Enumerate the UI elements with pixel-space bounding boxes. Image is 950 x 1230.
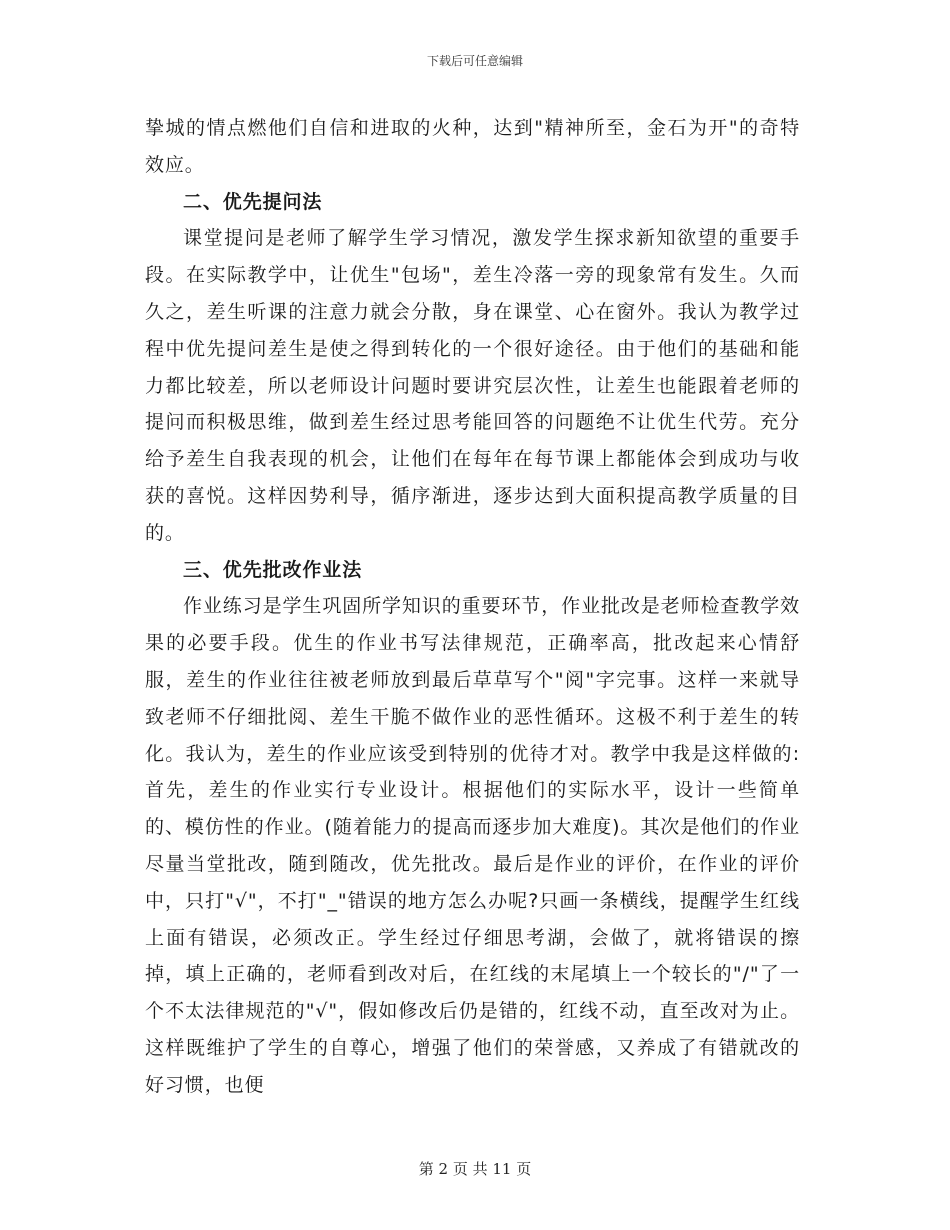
section-heading-homework: 三、优先批改作业法 — [183, 558, 363, 581]
page-header-note: 下载后可任意编辑 — [426, 54, 523, 68]
paragraph-questioning: 课堂提问是老师了解学生学习情况，激发学生探求新知欲望的重要手段。在实际教学中，让优生"包场"，差生冷落一旁的现象常有发生。久而久之，差生听课的注意力就会分散，身在课堂、心在窗外。我认为教学过程中优先提问差生是使之得到转化的一个很好途径。由于他们的基础和能力都比较差，所以老师设计问题时要讲究层次性，让差生也能跟着老师的提问而积极思维，做到差生经过思考能回答的问题绝不让优生代劳。充分给予差生自我表现的机会，让他们在每年在每节课上都能体会到成功与收获的喜悦。这样因势利导，循序渐进，逐步达到大面积提高教学质量的目的。 — [145, 227, 800, 544]
page-number: 第 2 页 共 11 页 — [418, 1160, 532, 1178]
document-body — [145, 110, 800, 1104]
paragraph-homework: 作业练习是学生巩固所学知识的重要环节，作业批改是老师检查教学效果的必要手段。优生的作业书写法律规范，正确率高，批改起来心情舒服，差生的作业往往被老师放到最后草草写个"阅"字完事。这样一来就导致老师不仔细批阅、差生干脆不做作业的恶性循环。这极不利于差生的转化。我认为，差生的作业应该受到特别的优待才对。教学中我是这样做的:首先，差生的作业实行专业设计。根据他们的实际水平，设计一些简单的、模仿性的作业。(随着能力的提高而逐步加大难度)。其次是他们的作业尽量当堂批改，随到随改，优先批改。最后是作业的评价，在作业的评价中，只打"√"，不打"_"错误的地方怎么办呢?只画一条横线，提醒学生红线上面有错误，必须改正。学生经过仔细思考湖，会做了，就将错误的擦掉，填上正确的，老师看到改对后，在红线的末尾填上一个较长的"/"了一个不太法律规范的"√"，假如修改后仍是错的，红线不动，直至改对为止。这样既维护了学生的自尊心，增强了他们的荣誉感，又养成了有错就改的好习惯，也便 — [145, 595, 800, 1096]
section-heading-questioning: 二、优先提问法 — [183, 190, 323, 213]
paragraph-continued: 挚城的情点燃他们自信和进取的火种，达到"精神所至，金石为开"的奇特效应。 — [145, 117, 800, 176]
